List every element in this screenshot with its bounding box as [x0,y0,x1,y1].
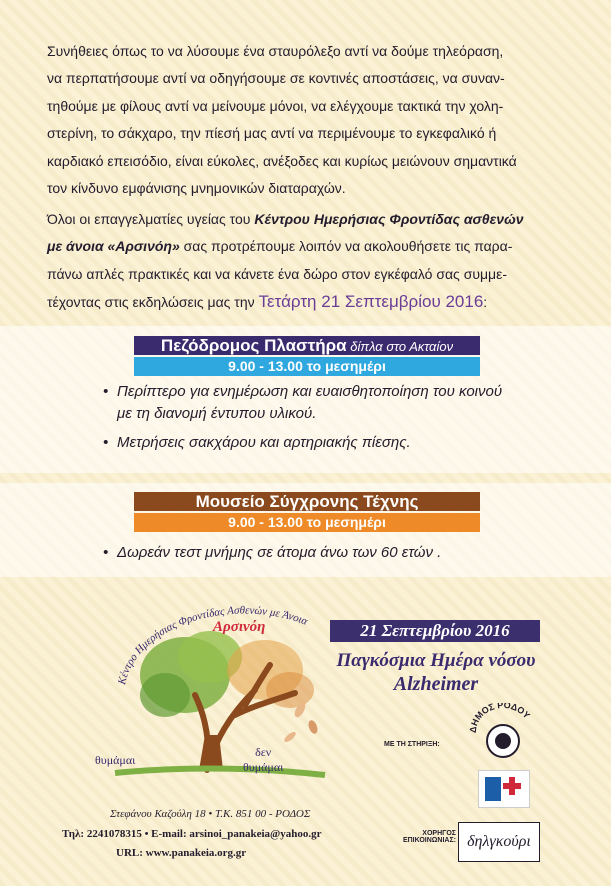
event-date: Τετάρτη 21 Σεπτεμβρίου 2016 [258,292,484,312]
intro-line: τηθούμε με φίλους αντί να μείνουμε μόνοι, να ελέγχουμε τακτικά την χολη- [47,97,504,114]
call-paragraph [47,206,567,317]
call-line-4: τέχοντας στις εκδηλώσεις μας την Τετάρτη 21 Σεπτεμβρίου 2016: [47,292,488,312]
bullet-dot: • [103,544,109,561]
day-title-2: Alzheimer [393,673,479,695]
day-date-bar [330,620,540,642]
support-label: ΜΕ ΤΗ ΣΤΗΡΙΞΗ: [384,741,440,748]
event2-location-bar [134,492,480,511]
radio-logo [458,822,540,862]
day-title-1: Παγκόσμια Ημέρα νόσου [336,650,536,671]
call-line-1: Όλοι οι επαγγελματίες υγείας του Κέντρου Ημερήσιας Φροντίδας ασθενών [47,211,524,227]
event1-bullet-1: • Περίπτερο για ενημέρωση και ευαισθητοποίηση του κοινού με τη διανομή έντυπου υλικού. [103,383,503,422]
center-name-2: με άνοια «Αρσινόη» [47,238,180,255]
contact-url: URL: www.panakeia.org.gr [116,847,247,859]
event1-time-bar [134,357,480,376]
logo-arc-text: Κέντρο Ημερήσιας Φροντίδας Ασθενών με Άνοια [116,604,310,686]
logo-name: Αρσινόη [213,619,266,635]
event2-location: Μουσείο Σύγχρονης Τέχνης [195,492,419,511]
event1-location: Πεζόδρομος Πλαστήρα [160,336,347,355]
call-line-2: με άνοια «Αρσινόη» σας προτρέπουμε λοιπόν να ακολουθήσετε τις παρα- [47,238,513,255]
event2-time: 9.00 - 13.00 το μεσημέρι [228,514,386,530]
event2-bullet-1: • Δωρεάν τεστ μνήμης σε άτομα άνω των 60 ετών . [117,542,547,564]
event1-location-bar [134,336,480,355]
logo-remember: θυμάμαι [95,753,136,767]
day-date: 21 Σεπτεμβρίου 2016 [360,621,510,640]
event1-bullet-2: • Μετρήσεις σακχάρου και αρτηριακής πίεσης. [117,432,547,454]
event1-location-note: δίπλα στο Ακταίον [346,339,454,354]
event1-time: 9.00 - 13.00 το μεσημέρι [228,358,386,374]
bullet-dot: • [103,434,109,451]
radio-name: δηλγκούρι [467,833,531,850]
intro-line: τον κίνδυνο εμφάνισης μνημονικών διαταραχών. [47,180,346,197]
comm-label: ΧΟΡΗΓΟΣ ΕΠΙΚΟΙΝΩΝΙΑΣ: [402,830,456,844]
health-logo [478,770,530,808]
intro-line: Συνήθειες όπως το να λύσουμε ένα σταυρόλεξο αντί να δούμε τηλεόραση, [47,43,504,59]
event2-time-bar [134,513,480,532]
contact-phone: Τηλ: 2241078315 • E-mail: arsinoi_panakeia@yahoo.gr [62,828,322,840]
municipality-arc: ΔΗΜΟΣ ΡΟΔΟΥ [468,703,532,734]
bullet-dot: • [103,383,109,400]
intro-line: στερίνη, το σάκχαρο, την πίεσή μας αντί να περιμένουμε το εγκεφαλικό ή [47,125,497,142]
contact-address: Στεφάνου Καζούλη 18 • Τ.Κ. 851 00 - ΡΟΔΟΣ [110,808,311,820]
municipality-logo [468,703,538,763]
intro-paragraph [47,38,567,202]
center-name: Κέντρου Ημερήσιας Φροντίδας ασθενών [254,211,524,227]
intro-line: να περπατήσουμε αντί να οδηγήσουμε σε κοντινές αποστάσεις, να συναν- [47,70,505,87]
intro-line: καρδιακό επεισόδιο, είναι εύκολες, ανέξοδες και κυρίως μειώνουν σημαντικά [47,152,517,169]
logo-not-remember: δεν θυμάμαι [243,745,284,774]
call-line-3: πάνω απλές πρακτικές και να κάνετε ένα δώρο στον εγκέφαλό σας συμμε- [47,265,508,282]
